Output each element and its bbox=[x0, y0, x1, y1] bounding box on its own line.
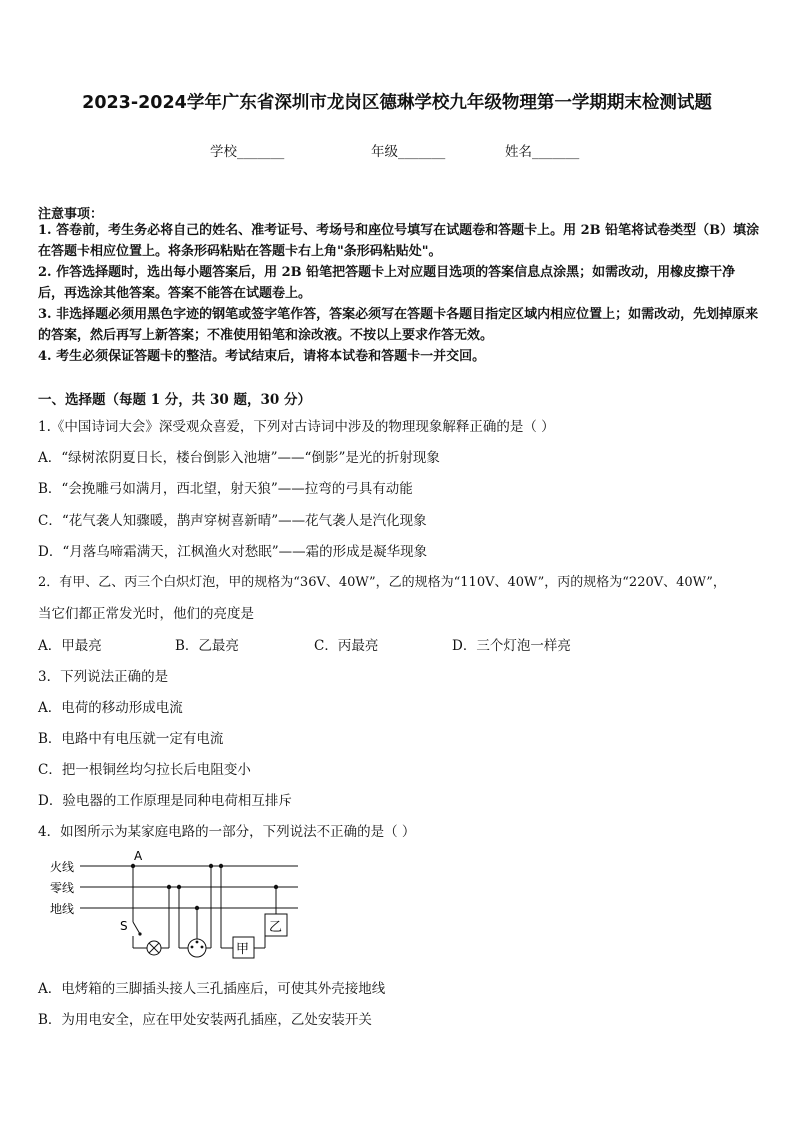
option: B．为用电安全，应在甲处安装两孔插座，乙处安装开关 bbox=[38, 1012, 372, 1028]
option: A．“绿树浓阴夏日长，楼台倒影入池塘”——“倒影”是光的折射现象 bbox=[38, 450, 440, 466]
junction-dot bbox=[177, 885, 181, 889]
option: C．把一根铜丝均匀拉长后电阻变小 bbox=[38, 762, 251, 778]
zero-line-label: 零线 bbox=[50, 881, 75, 895]
option: A．电荷的移动形成电流 bbox=[38, 700, 183, 716]
question-stem: 4．如图所示为某家庭电路的一部分，下列说法不正确的是（ ） bbox=[38, 824, 416, 840]
junction-dot bbox=[195, 906, 199, 910]
question-stem: 1.《中国诗词大会》深受观众喜爱，下列对古诗词中涉及的物理现象解释正确的是（ ） bbox=[38, 419, 555, 435]
grade-field: 年级_______ bbox=[371, 144, 446, 160]
option: C．“花气袭人知骤暖，鹊声穿树喜新晴”——花气袭人是汽化现象 bbox=[38, 513, 427, 529]
notes-heading: 注意事项： bbox=[38, 207, 104, 222]
junction-dot bbox=[167, 885, 171, 889]
switch-s-label: S bbox=[120, 919, 128, 933]
note-item: 2. 作答选择题时，选出每小题答案后，用 2B 铅笔把答题卡上对应题目选项的答案信息点涂黑；如需改动，用橡皮擦干净后，再选涂其他答案。答案不能答在试题卷上。 bbox=[38, 265, 736, 301]
junction-dot bbox=[219, 864, 223, 868]
option: B．电路中有电压就一定有电流 bbox=[38, 731, 224, 747]
question-stem-cont: 当它们都正常发光时，他们的亮度是 bbox=[38, 606, 254, 622]
yi-label: 乙 bbox=[269, 920, 283, 935]
option: C．丙最亮 bbox=[314, 638, 379, 654]
note-item: 3. 非选择题必须用黑色字迹的钢笔或签字笔作答，答案必须写在答题卡各题目指定区域内相应位置上；如需改动，先划掉原来的答案，然后再写上新答案；不准使用铅笔和涂改液。不按以上要求作答无效。 bbox=[38, 307, 759, 343]
junction-dot bbox=[274, 885, 278, 889]
ground-line-label: 地线 bbox=[50, 902, 75, 916]
note-item: 1. 答卷前，考生务必将自己的姓名、准考证号、考场号和座位号填写在试题卷和答题卡上。用 2B 铅笔将试卷类型（B）填涂在答题卡相应位置上。将条形码粘贴在答题卡右上角"条形码粘贴处"。 bbox=[38, 223, 760, 259]
point-a-label: A bbox=[134, 849, 143, 863]
option: B．乙最亮 bbox=[175, 638, 239, 654]
question-stem: 3．下列说法正确的是 bbox=[38, 669, 169, 685]
note-item: 4. 考生必须保证答题卡的整洁。考试结束后，请将本试卷和答题卡一并交回。 bbox=[38, 349, 486, 364]
option: B．“会挽雕弓如满月，西北望，射天狼”——拉弯的弓具有动能 bbox=[38, 481, 413, 497]
option: D．“月落乌啼霜满天，江枫渔火对愁眠”——霜的形成是凝华现象 bbox=[38, 544, 428, 560]
fire-line-label: 火线 bbox=[50, 860, 75, 874]
jia-label: 甲 bbox=[236, 942, 250, 957]
question-stem: 2．有甲、乙、丙三个白炽灯泡，甲的规格为“36V、40W”，乙的规格为“110V、40W”，丙的规格为“220V、40W”， bbox=[38, 575, 726, 590]
name-field: 姓名_______ bbox=[505, 144, 580, 160]
school-field: 学校_______ bbox=[210, 144, 285, 160]
page-title: 2023-2024学年广东省深圳市龙岗区德琳学校九年级物理第一学期期末检测试题 bbox=[82, 93, 712, 113]
circuit-diagram bbox=[40, 846, 310, 966]
junction-dot bbox=[209, 864, 213, 868]
section-heading: 一、选择题（每题 1 分，共 30 题，30 分） bbox=[38, 392, 311, 408]
option: D．验电器的工作原理是同种电荷相互排斥 bbox=[38, 793, 292, 809]
junction-dot bbox=[131, 864, 135, 868]
option: A．电烤箱的三脚插头接人三孔插座后，可使其外壳接地线 bbox=[38, 981, 386, 997]
option: A．甲最亮 bbox=[38, 638, 102, 654]
option: D．三个灯泡一样亮 bbox=[452, 638, 571, 654]
